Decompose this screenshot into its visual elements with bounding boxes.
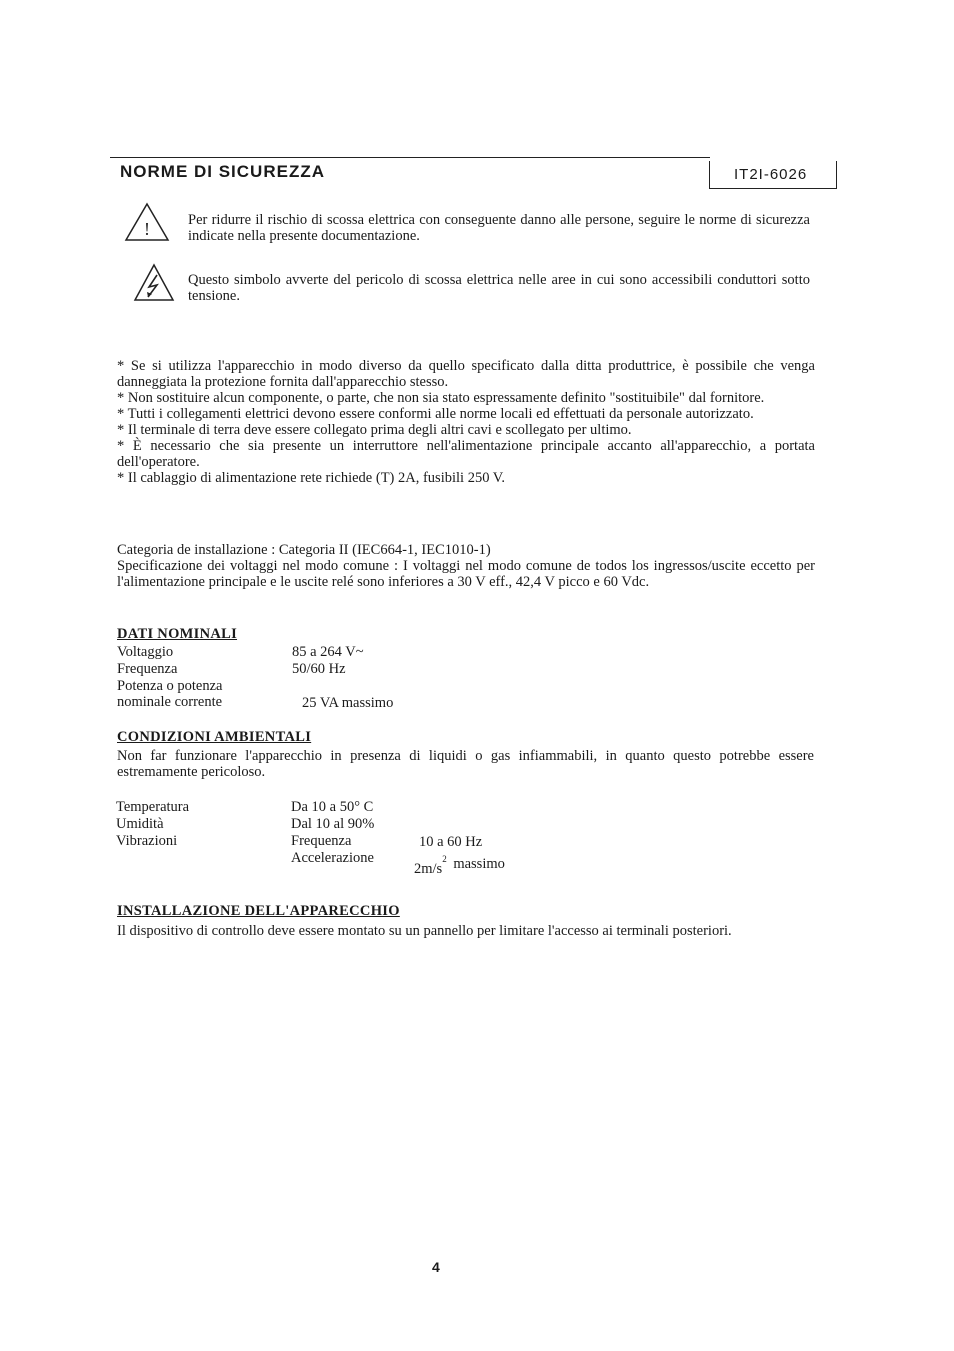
page-number: 4: [432, 1259, 440, 1275]
list-item: * Se si utilizza l'apparecchio in modo diverso da quello specificato dalla ditta produttrice, è possibile che venga danneggiata la protezione fornita dall'apparecchio stesso.: [117, 358, 815, 390]
list-item: * Il cablaggio di alimentazione rete richiede (T) 2A, fusibili 250 V.: [117, 470, 506, 486]
potenza-label-1: Potenza o potenza: [117, 678, 223, 694]
voltaggio-value: 85 a 264 V~: [292, 644, 364, 660]
section-title-dati-nominali: DATI NOMINALI: [117, 626, 238, 642]
installazione-text: Il dispositivo di controllo deve essere montato su un pannello per limitare l'accesso ai terminali posteriori.: [117, 923, 732, 939]
temperatura-value: Da 10 a 50° C: [291, 799, 374, 815]
vibrazioni-frequenza-label: Frequenza: [291, 833, 352, 849]
warning-text-1: Per ridurre il rischio di scossa elettrica con conseguente danno alle persone, seguire le norme di sicurezza indicate nella presente documentazione.: [188, 212, 810, 244]
list-item: * Il terminale di terra deve essere collegato prima degli altri cavi e scollegato per ultimo.: [117, 422, 632, 438]
accelerazione-suffix: massimo: [453, 855, 505, 872]
accelerazione-unit: 2m/s: [414, 860, 443, 877]
svg-text:!: !: [144, 219, 150, 239]
umidita-label: Umidità: [116, 816, 164, 832]
frequenza-label: Frequenza: [117, 661, 178, 677]
section-title-condizioni-ambientali: CONDIZIONI AMBIENTALI: [117, 729, 312, 745]
installation-category-line: Categoria de installazione : Categoria II (IEC664-1, IEC1010-1): [117, 542, 491, 558]
vibrazioni-label: Vibrazioni: [116, 833, 178, 849]
accelerazione-label: Accelerazione: [291, 850, 374, 866]
voltaggio-label: Voltaggio: [117, 644, 174, 660]
document-code: IT2I-6026: [734, 166, 808, 183]
section-title-installazione: INSTALLAZIONE DELL'APPARECCHIO: [117, 903, 400, 919]
list-item: * È necessario che sia presente un interruttore nell'alimentazione principale accanto all'apparecchio, a portata dell'operatore.: [117, 438, 815, 470]
temperatura-label: Temperatura: [116, 799, 190, 815]
electric-shock-icon: [133, 263, 175, 303]
accelerazione-value: [414, 851, 505, 877]
potenza-label-2: nominale corrente: [117, 694, 223, 710]
header-rule: [110, 157, 710, 158]
list-item: * Tutti i collegamenti elettrici devono essere conformi alle norme locali ed effettuati da personale autorizzato.: [117, 406, 754, 422]
safety-bullet-list: [117, 358, 815, 486]
condizioni-intro: Non far funzionare l'apparecchio in presenza di liquidi o gas infiammabili, in quanto questo potrebbe essere estremamente pericoloso.: [117, 748, 814, 780]
accelerazione-exponent: 2: [442, 854, 447, 864]
warning-text-2: Questo simbolo avverte del pericolo di scossa elettrica nelle aree in cui sono accessibili conduttori sotto tensione.: [188, 272, 810, 304]
warning-exclamation-icon: [124, 202, 170, 242]
installation-category: [117, 542, 815, 590]
list-item: * Non sostituire alcun componente, o parte, che non sia stato espressamente definito "sostituibile" dal fornitore.: [117, 390, 765, 406]
page-title: NORME DI SICUREZZA: [120, 162, 325, 181]
umidita-value: Dal 10 al 90%: [291, 816, 375, 832]
common-mode-voltage-spec: Specificazione dei voltaggi nel modo comune : I voltaggi nel modo comune de todos los ingressos/uscite eccetto per l'alimentazione principale e le uscite relé sono inferiores a 30 V eff., 42,4 V picco e 60 Vdc.: [117, 558, 815, 590]
frequenza-value: 50/60 Hz: [292, 661, 346, 677]
potenza-value: 25 VA massimo: [302, 695, 394, 711]
vibrazioni-frequenza-value: 10 a 60 Hz: [419, 834, 483, 850]
